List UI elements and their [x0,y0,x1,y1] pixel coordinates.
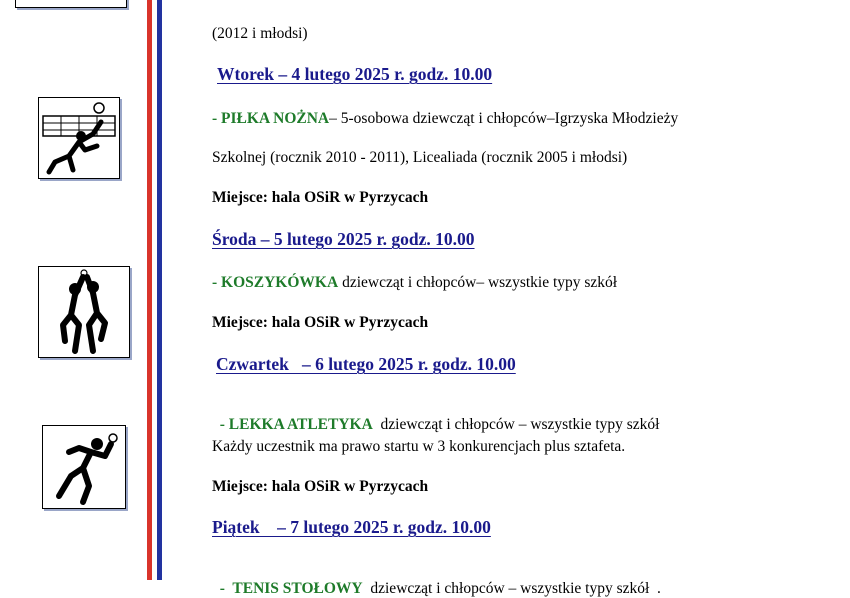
sport-name-athletics: LEKKA ATLETYKA [228,416,373,433]
event-place-basketball: Miejsce: hala OSiR w Pyrzycach [212,314,429,331]
list-dash: - [212,110,222,127]
sport-description: dziewcząt i chłopców – wszystkie typy szkół [372,416,660,433]
sport-name-basketball: KOSZYKÓWKA [221,274,339,291]
event-sport-line-athletics [212,398,659,434]
sport-name-table-tennis: TENIS STOŁOWY [232,580,363,597]
handball-icon [42,425,126,509]
event-sport-line-table-tennis [212,562,661,598]
football-icon [38,97,120,179]
list-dash: - [219,416,229,433]
sport-name-football: PIŁKA NOŻNA [221,110,330,127]
event-place-athletics: Miejsce: hala OSiR w Pyrzycach [212,478,429,495]
event-sport-line-football [212,110,678,128]
sport-description: – 5-osobowa dziewcząt i chłopców–Igrzyska Młodzieży [329,110,679,127]
event-sport-line-basketball [212,274,617,292]
sport-description: dziewcząt i chłopców – wszystkie typy szkół . [362,580,661,597]
event-place-football: Miejsce: hala OSiR w Pyrzycach [212,189,429,206]
event-heading-thursday: Czwartek – 6 lutego 2025 r. godz. 10.00 [216,354,516,374]
event-heading-friday: Piątek – 7 lutego 2025 r. godz. 10.00 [212,517,491,537]
stripe-blue [157,0,162,580]
list-dash: - [219,580,233,597]
event-heading-wednesday: Środa – 5 lutego 2025 r. godz. 10.00 [212,229,475,249]
event-desc-athletics-2: Każdy uczestnik ma prawo startu w 3 konkurencjach plus sztafeta. [212,438,626,455]
sport-description: dziewcząt i chłopców– wszystkie typy szkół [338,274,618,291]
icon-box-top [15,0,127,8]
event-desc-football-2: Szkolnej (rocznik 2010 - 2011), Licealiada (rocznik 2005 i młodsi) [212,149,628,166]
event-heading-tuesday: Wtorek – 4 lutego 2025 r. godz. 10.00 [217,64,493,84]
basketball-icon [38,266,130,358]
list-dash: - [212,274,222,291]
age-note: (2012 i młodsi) [212,25,308,42]
